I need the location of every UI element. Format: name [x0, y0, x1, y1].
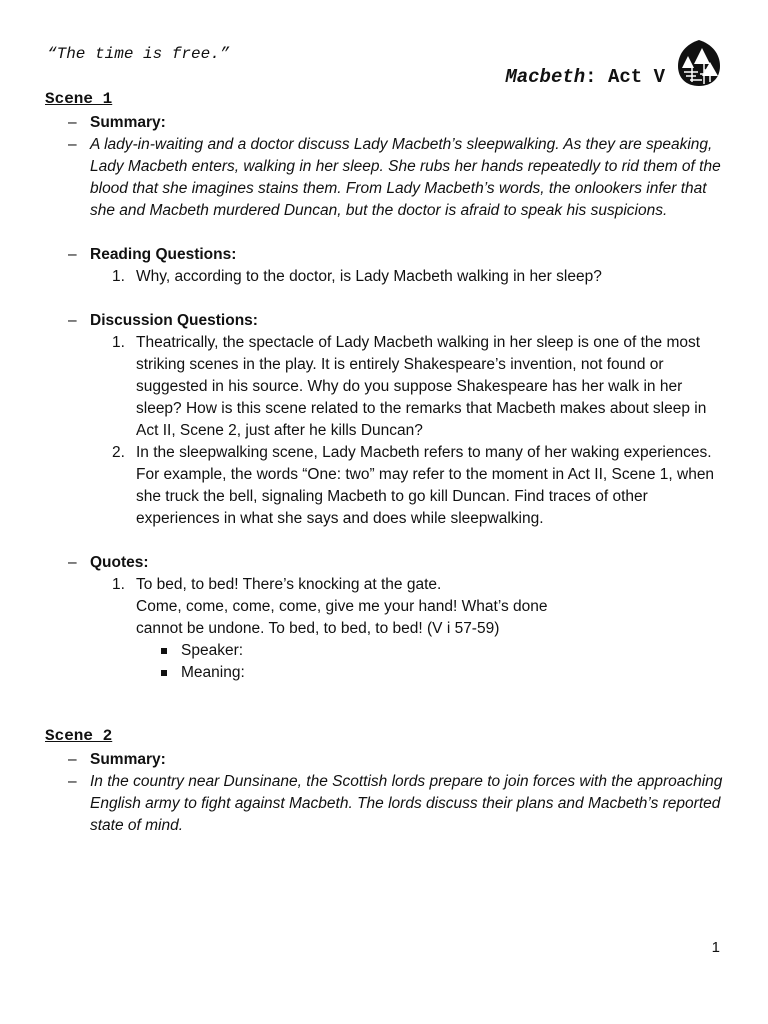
quotes-label: Quotes:: [90, 554, 149, 571]
summary-text: – In the country near Dunsinane, the Scottish lords prepare to join forces with the approaching English army to fight against Macbeth. The lords discuss their plans and Macbeth’s reported state of mind.: [68, 773, 723, 834]
discussion-questions-label: Discussion Questions:: [90, 312, 258, 329]
reading-questions-item: – Reading Questions:: [68, 246, 237, 263]
summary-text-body: In the country near Dunsinane, the Scottish lords prepare to join forces with the approaching English army to fight against Macbeth. The lords discuss their plans and Macbeth’s reported state of mind.: [90, 773, 723, 834]
title-play-name: Macbeth: [505, 66, 586, 88]
discussion-questions-item: – Discussion Questions:: [68, 312, 258, 329]
tree-logo-icon: [674, 38, 724, 88]
discussion-question: 1. Theatrically, the spectacle of Lady Macbeth walking in her sleep is one of the most striking scenes in the play. It is entirely Shakespeare’s invention, not found or suggested in his source. Why do you suppose Shakespeare has her walk in her sleep? How is this scene related to the remarks that Macbeth makes about sleep in Act II, Scene 2, just after he kills Duncan?: [112, 334, 707, 439]
discussion-question: 2. In the sleepwalking scene, Lady Macbeth refers to many of her waking experiences. For example, the words “One: two” may refer to the moment in Act II, Scene 1, when she truck the bell, signaling Macbeth to go kill Duncan. Find traces of other experiences in what she says and does while sleepwalking.: [112, 444, 715, 527]
page-title: [505, 66, 665, 88]
scene-2-content: [0, 749, 768, 837]
epigraph: “The time is free.”: [47, 45, 230, 63]
summary-item: – Summary:: [68, 114, 166, 131]
reading-questions-label: Reading Questions:: [90, 246, 237, 263]
quote-line: [0, 618, 768, 640]
quote-line: 1. To bed, to bed! There’s knocking at the gate.: [112, 576, 442, 593]
scene-2-heading: Scene 2: [45, 727, 113, 745]
quote-line-text: Come, come, come, come, give me your hand! What’s done: [136, 598, 548, 615]
summary-text-body: A lady-in-waiting and a doctor discuss Lady Macbeth’s sleepwalking. As they are speaking, Lady Macbeth enters, walking in her sleep. She rubs her hands repeatedly to rid them of the blood that she imagines stains them. From Lady Macbeth’s words, the onlookers infer that she and Macbeth murdered Duncan, but the doctor is afraid to speak his suspicions.: [90, 136, 721, 219]
reading-question: 1. Why, according to the doctor, is Lady Macbeth walking in her sleep?: [112, 268, 602, 285]
scene-1-content: [0, 112, 768, 684]
quote-line: [0, 596, 768, 618]
speaker-bullet: [0, 640, 768, 662]
meaning-bullet: [0, 662, 768, 684]
discussion-question-text: In the sleepwalking scene, Lady Macbeth refers to many of her waking experiences. For example, the words “One: two” may refer to the moment in Act II, Scene 1, when she truck the bell, signaling Macbeth to go kill Duncan. Find traces of other experiences in what she says and does while sleepwalking.: [136, 444, 715, 527]
quote-line-text: cannot be undone. To bed, to bed, to bed! (V i 57-59): [136, 620, 500, 637]
title-act: : Act V: [585, 66, 665, 88]
quote-line-text: To bed, to bed! There’s knocking at the gate.: [136, 576, 442, 593]
speaker-label: Speaker:: [181, 642, 244, 659]
reading-question-text: Why, according to the doctor, is Lady Macbeth walking in her sleep?: [136, 268, 602, 285]
summary-label: Summary:: [90, 114, 166, 131]
discussion-question-text: Theatrically, the spectacle of Lady Macbeth walking in her sleep is one of the most striking scenes in the play. It is entirely Shakespeare’s invention, not found or suggested in his source. Why do you suppose Shakespeare has her walk in her sleep? How is this scene related to the remarks that Macbeth makes about sleep in Act II, Scene 2, just after he kills Duncan?: [136, 334, 707, 439]
quotes-item: – Quotes:: [68, 554, 149, 571]
summary-label: Summary:: [90, 751, 166, 768]
summary-item: – Summary:: [68, 751, 166, 768]
summary-text: – A lady-in-waiting and a doctor discuss Lady Macbeth’s sleepwalking. As they are speaking, Lady Macbeth enters, walking in her sleep. She rubs her hands repeatedly to rid them of the blood that she imagines stains them. From Lady Macbeth’s words, the onlookers infer that she and Macbeth murdered Duncan, but the doctor is afraid to speak his suspicions.: [68, 136, 721, 219]
scene-1-heading: Scene 1: [45, 90, 113, 108]
meaning-label: Meaning:: [181, 664, 245, 681]
page-number: 1: [711, 939, 720, 956]
